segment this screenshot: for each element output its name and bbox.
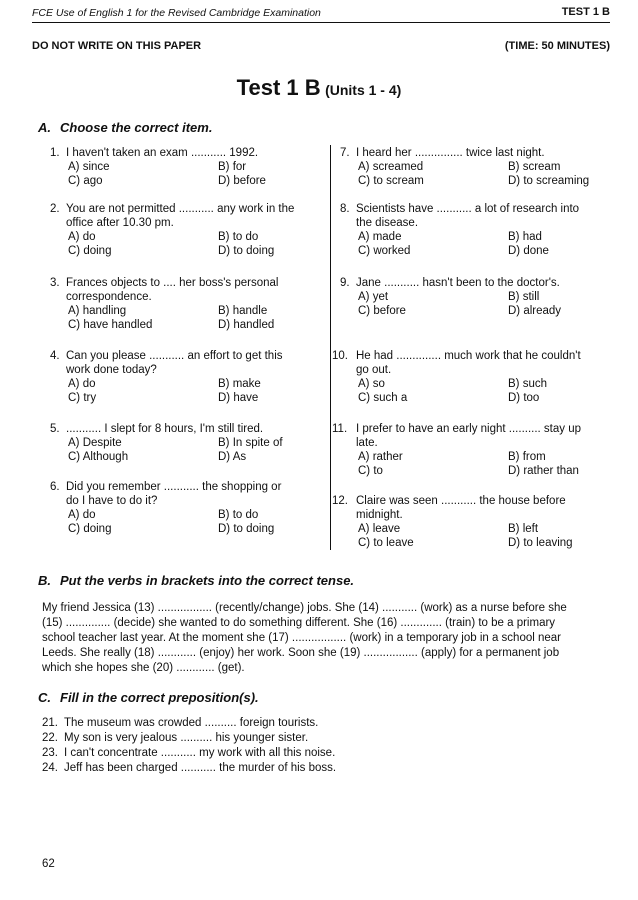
answer-option-c: C) worked xyxy=(358,245,411,257)
question-stem: I heard her ............... twice last night. xyxy=(356,147,545,159)
question-number: 6. xyxy=(50,481,60,493)
answer-option-a: A) Despite xyxy=(68,437,122,449)
answer-option-a: A) screamed xyxy=(358,161,424,173)
section-c-title: Fill in the correct preposition(s). xyxy=(60,690,259,705)
item-text: Jeff has been charged ........... the murder of his boss. xyxy=(64,762,337,774)
question-stem: correspondence. xyxy=(66,291,152,303)
question-stem: Did you remember ........... the shopping or xyxy=(66,481,282,493)
answer-option-c: C) doing xyxy=(68,245,112,257)
question-stem: Can you please ........... an effort to get this xyxy=(66,350,283,362)
answer-option-b: B) In spite of xyxy=(218,437,283,449)
question-stem: Scientists have ........... a lot of research into xyxy=(356,203,580,215)
section-a-letter: A. xyxy=(38,120,51,135)
answer-option-b: B) had xyxy=(508,231,542,243)
section-b-line: Leeds. She really (18) ............ (enjoy) her work. Soon she (19) ................. (apply) for a permanent job xyxy=(42,647,560,659)
answer-option-a: A) do xyxy=(68,509,96,521)
answer-option-b: B) such xyxy=(508,378,547,390)
question-stem: He had .............. much work that he couldn't xyxy=(356,350,581,362)
answer-option-b: B) to do xyxy=(218,231,259,243)
answer-option-d: D) to screaming xyxy=(508,175,590,187)
item-number: 23. xyxy=(42,747,58,759)
question-number: 3. xyxy=(50,277,60,289)
section-b-heading xyxy=(38,573,354,588)
question-number: 5. xyxy=(50,423,60,435)
answer-option-c: C) before xyxy=(358,305,406,317)
answer-option-b: B) to do xyxy=(218,509,259,521)
question-stem: ........... I slept for 8 hours, I'm still tired. xyxy=(66,423,264,435)
answer-option-a: A) leave xyxy=(358,523,401,535)
question-number: 4. xyxy=(50,350,60,362)
answer-option-d: D) As xyxy=(218,451,247,463)
section-c-letter: C. xyxy=(38,690,51,705)
question-stem: go out. xyxy=(356,364,392,376)
answer-option-d: D) done xyxy=(508,245,549,257)
answer-option-b: B) from xyxy=(508,451,546,463)
book-title: FCE Use of English 1 for the Revised Cambridge Examination xyxy=(32,7,321,19)
answer-option-d: D) have xyxy=(218,392,259,404)
answer-option-c: C) Although xyxy=(68,451,129,463)
answer-option-a: A) since xyxy=(68,161,110,173)
answer-option-d: D) already xyxy=(508,305,562,317)
question-stem: office after 10.30 pm. xyxy=(66,217,174,229)
section-b-line: (15) .............. (decide) she wanted to do something different. She (16) ............. (train) to be a primary xyxy=(42,617,556,629)
item-text: The museum was crowded .......... foreign tourists. xyxy=(64,717,319,729)
answer-option-c: C) to xyxy=(358,465,383,477)
section-c-list xyxy=(42,716,602,776)
section-b-title: Put the verbs in brackets into the correct tense. xyxy=(60,573,355,588)
question-number: 11. xyxy=(332,423,348,435)
list-item xyxy=(42,761,602,776)
answer-option-a: A) so xyxy=(358,378,385,390)
section-b-line: school teacher last year. At the moment she (17) ................. (work) in a temporary job in a school near xyxy=(42,632,562,644)
section-c-heading xyxy=(38,690,259,705)
item-number: 22. xyxy=(42,732,58,744)
section-b-letter: B. xyxy=(38,573,51,588)
section-b-text xyxy=(42,601,614,676)
answer-option-c: C) try xyxy=(68,392,97,404)
question-number: 7. xyxy=(340,147,350,159)
answer-option-d: D) rather than xyxy=(508,465,579,477)
answer-option-b: B) still xyxy=(508,291,540,303)
answer-option-c: C) to leave xyxy=(358,537,414,549)
answer-option-d: D) to doing xyxy=(218,523,275,535)
question-stem: midnight. xyxy=(356,509,403,521)
item-text: I can't concentrate ........... my work with all this noise. xyxy=(64,747,336,759)
page-number: 62 xyxy=(42,858,55,870)
answer-option-d: D) to doing xyxy=(218,245,275,257)
answer-option-b: B) left xyxy=(508,523,539,535)
question-stem: do I have to do it? xyxy=(66,495,158,507)
answer-option-c: C) to scream xyxy=(358,175,424,187)
units-range: (Units 1 - 4) xyxy=(325,82,402,98)
section-b-line: which she hopes she (20) ............ (get). xyxy=(42,662,245,674)
list-item xyxy=(42,746,602,761)
answer-option-a: A) made xyxy=(358,231,402,243)
question-number: 9. xyxy=(340,277,350,289)
answer-option-a: A) rather xyxy=(358,451,403,463)
test-title: Test 1 B xyxy=(236,75,321,100)
question-number: 1. xyxy=(50,147,60,159)
section-a-heading xyxy=(38,120,212,135)
answer-option-c: C) ago xyxy=(68,175,103,187)
answer-option-c: C) such a xyxy=(358,392,408,404)
answer-option-c: C) have handled xyxy=(68,319,153,331)
answer-option-b: B) for xyxy=(218,161,247,173)
answer-option-b: B) scream xyxy=(508,161,561,173)
question-stem: I haven't taken an exam ........... 1992. xyxy=(66,147,259,159)
section-b-line: My friend Jessica (13) ................. (recently/change) jobs. She (14) ........... (work) as a nurse before she xyxy=(42,602,567,614)
question-stem: the disease. xyxy=(356,217,419,229)
question-stem: Claire was seen ........... the house before xyxy=(356,495,566,507)
running-header xyxy=(32,6,610,23)
answer-option-b: B) make xyxy=(218,378,261,390)
answer-option-b: B) handle xyxy=(218,305,268,317)
question-stem: work done today? xyxy=(66,364,157,376)
question-stem: You are not permitted ........... any work in the xyxy=(66,203,295,215)
instructions-bar xyxy=(32,40,610,52)
test-label: TEST 1 B xyxy=(561,6,610,18)
answer-option-a: A) do xyxy=(68,231,96,243)
question-stem: I prefer to have an early night .......... stay up xyxy=(356,423,582,435)
item-number: 24. xyxy=(42,762,58,774)
answer-option-c: C) doing xyxy=(68,523,112,535)
answer-option-a: A) yet xyxy=(358,291,389,303)
do-not-write-note: DO NOT WRITE ON THIS PAPER xyxy=(32,40,202,52)
list-item xyxy=(42,731,602,746)
question-number: 12. xyxy=(332,495,348,507)
page-title xyxy=(0,75,638,101)
answer-option-a: A) do xyxy=(68,378,96,390)
question-stem: Jane ........... hasn't been to the doctor's. xyxy=(356,277,560,289)
item-number: 21. xyxy=(42,717,58,729)
answer-option-d: D) handled xyxy=(218,319,275,331)
answer-option-d: D) to leaving xyxy=(508,537,573,549)
column-divider xyxy=(330,145,331,550)
question-number: 2. xyxy=(50,203,60,215)
question-number: 10. xyxy=(332,350,348,362)
question-number: 8. xyxy=(340,203,350,215)
section-a-title: Choose the correct item. xyxy=(60,120,213,135)
question-stem: late. xyxy=(356,437,378,449)
question-stem: Frances objects to .... her boss's personal xyxy=(66,277,279,289)
answer-option-d: D) before xyxy=(218,175,266,187)
item-text: My son is very jealous .......... his younger sister. xyxy=(64,732,309,744)
answer-option-a: A) handling xyxy=(68,305,127,317)
list-item xyxy=(42,716,602,731)
time-limit: (TIME: 50 MINUTES) xyxy=(504,40,610,52)
answer-option-d: D) too xyxy=(508,392,540,404)
